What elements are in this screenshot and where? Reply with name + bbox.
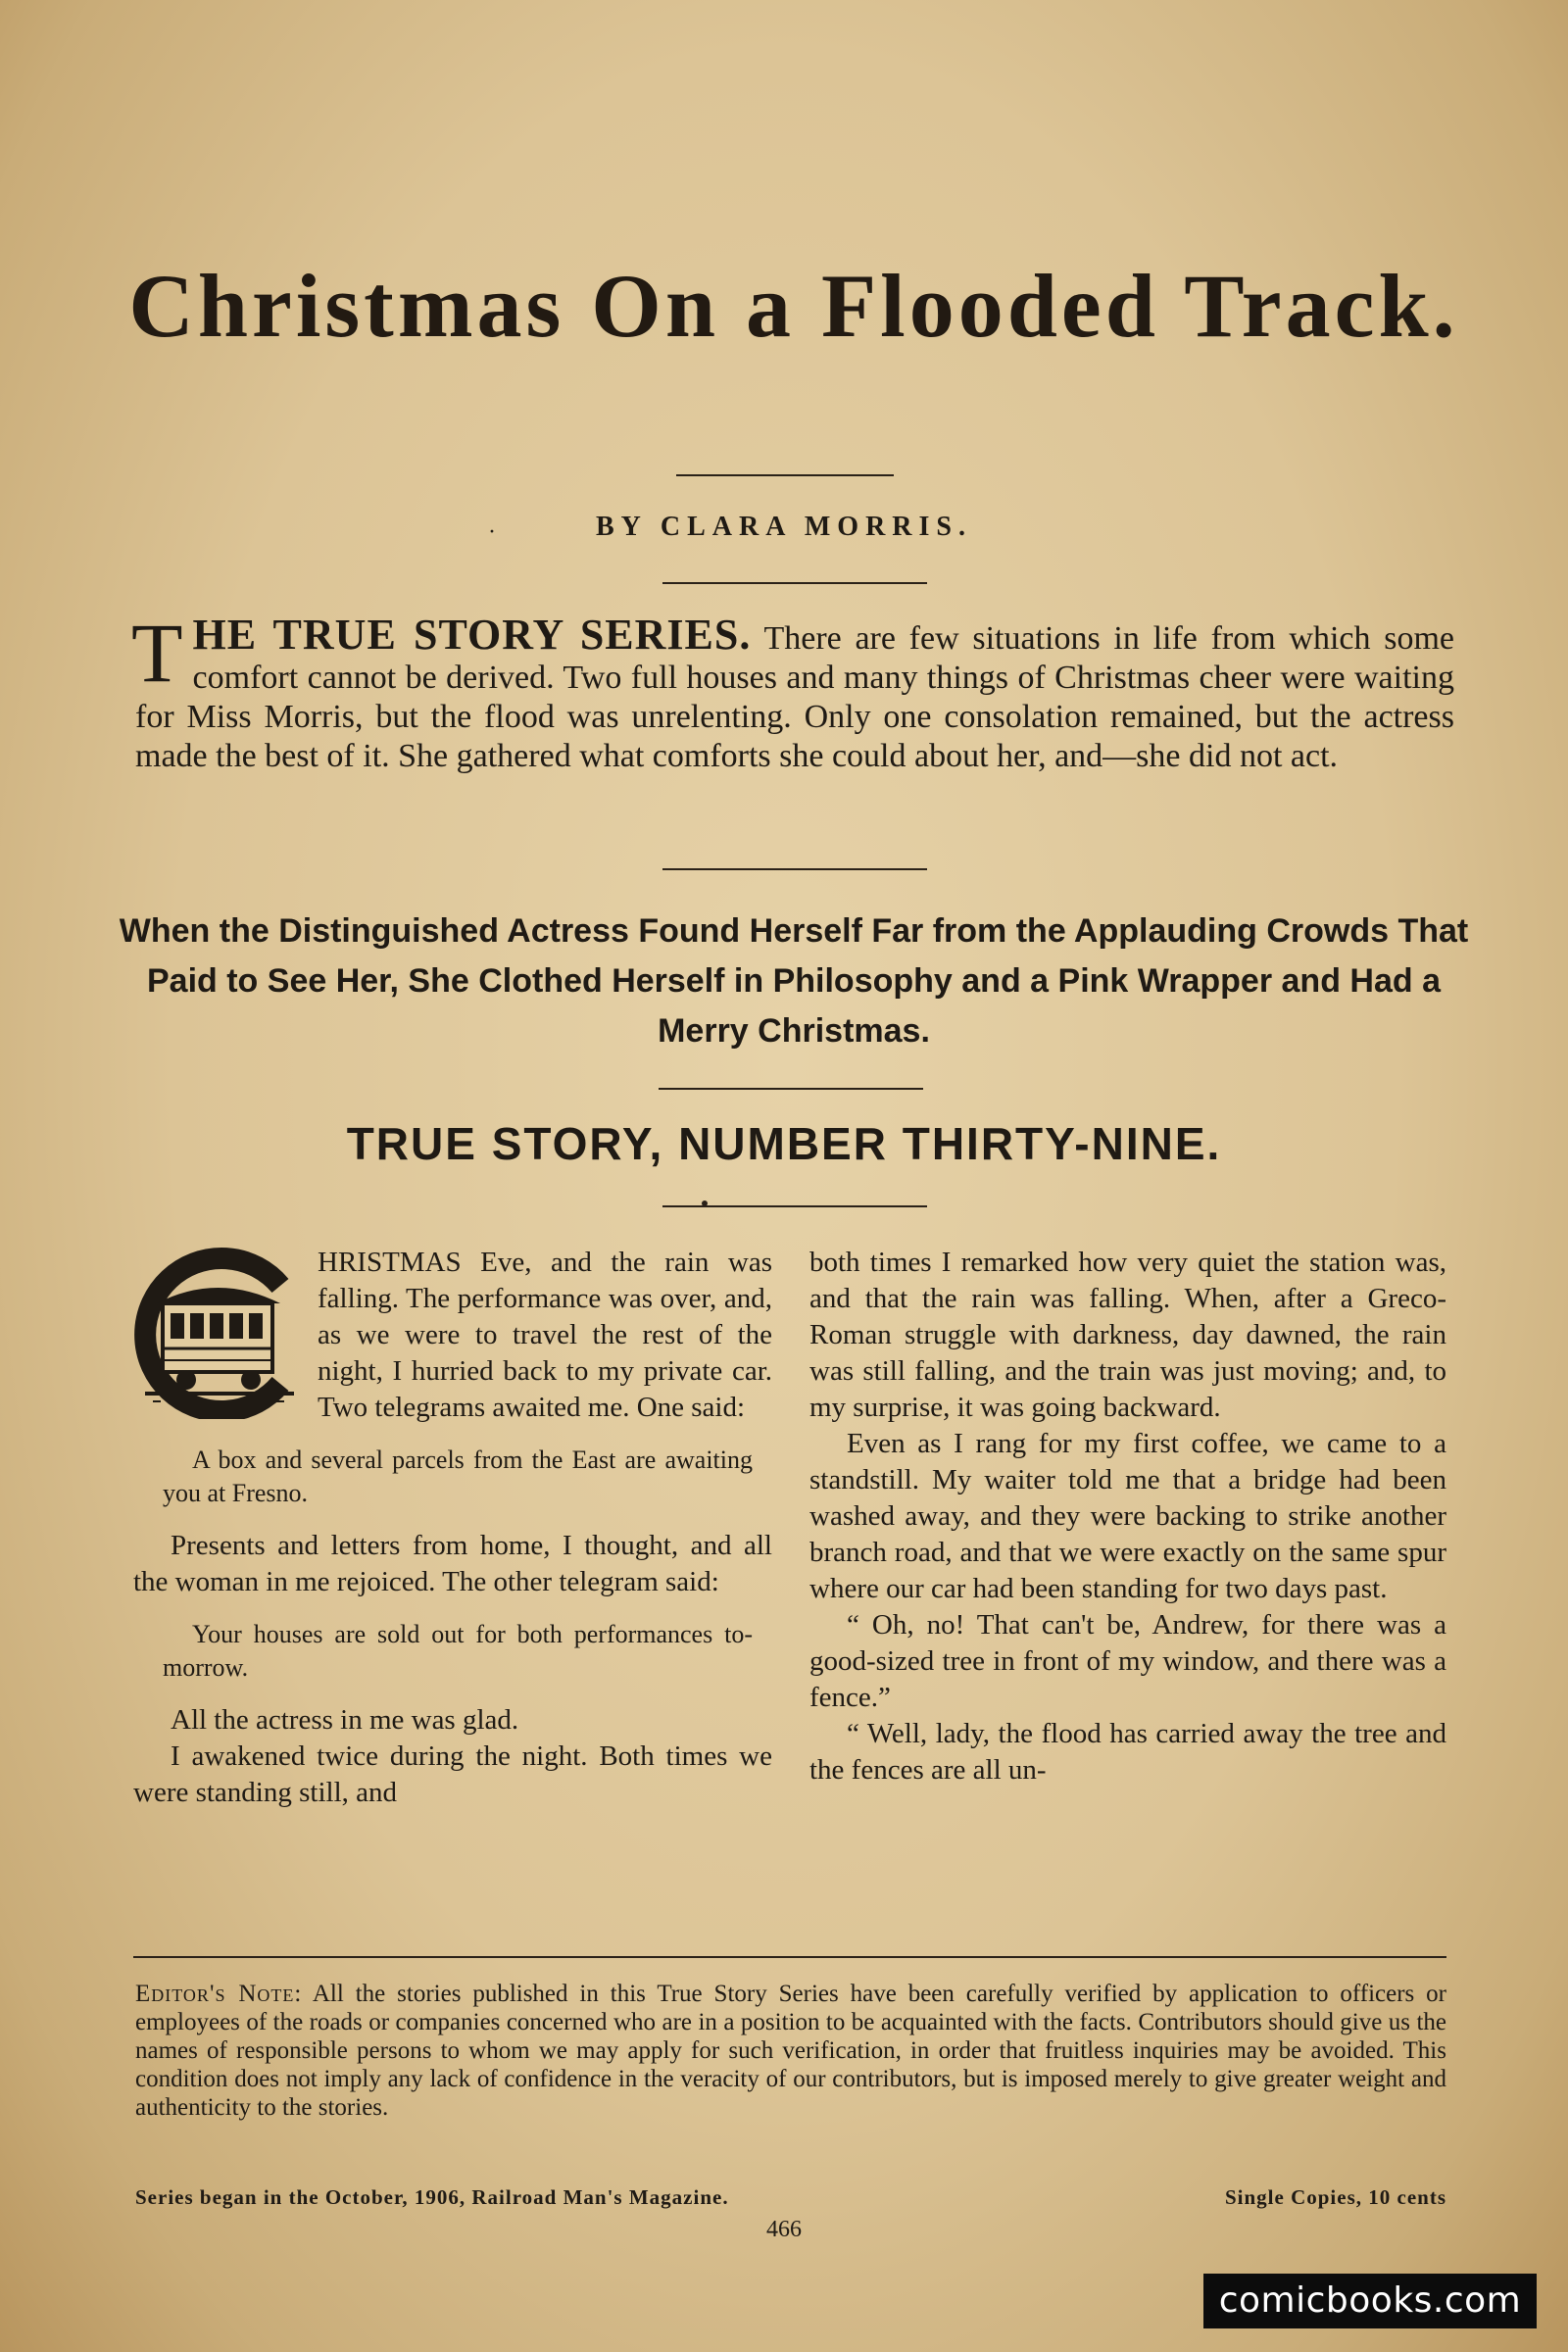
editors-note-text: All the stories published in this True Story Series have been carefully verified by application to officers or employees of the roads or companies concerned who are in a position to be acquainted with the facts. Contributors should give us the names of responsible persons to whom we may apply for such verification, in order that fruitless inquiries may be avoided. This condition does not imply any lack of confidence in the veracity of our contributors, but is imposed merely to give greater weight and authenticity to the stories.	[135, 1981, 1446, 2121]
left-column	[133, 1245, 772, 1811]
editors-note	[135, 1980, 1446, 2122]
right-paragraph-3: “ Oh, no! That can't be, Andrew, for there was a good-sized tree in front of my window, and there was a fence.”	[809, 1609, 1446, 1713]
intro-body: There are few situations in life from which some comfort cannot be derived. Two full houses and many things of Christmas cheer were waiting for Miss Morris, but the flood was unrelenting. Only one consolation remained, but the actress made the best of it. She gathered what comforts she could about her, and—she did not act.	[135, 620, 1454, 774]
right-paragraph-1: both times I remarked how very quiet the station was, and that the rain was falling. When, after a Greco-Roman struggle with darkness, day dawned, the rain was still falling, and the train was just moving; and, to my surprise, it was going backward.	[809, 1247, 1446, 1423]
right-paragraph-4: “ Well, lady, the flood has carried away the tree and the fences are all un-	[809, 1718, 1446, 1786]
railroad-car-illustration-icon	[133, 1247, 306, 1419]
left-paragraph-2: Presents and letters from home, I thought, and all the woman in me rejoiced. The other telegram said:	[133, 1530, 772, 1597]
single-copy-price: Single Copies, 10 cents	[1224, 2185, 1446, 2209]
left-opening-paragraph: HRISTMAS Eve, and the rain was falling. The performance was over, and, as we were to travel the rest of the night, I hurried back to my private car. Two telegrams awaited me. One said:	[318, 1247, 772, 1423]
article-title: Christmas On a Flooded Track.	[128, 256, 1459, 356]
intro-paragraph	[131, 606, 1454, 776]
intro-dropcap: T	[131, 606, 183, 700]
divider-ornament	[702, 1200, 708, 1206]
editors-note-label: Editor's Note:	[135, 1981, 303, 2007]
telegram-quote-2: Your houses are sold out for both performances to-morrow.	[163, 1620, 753, 1682]
intro-lead: HE TRUE STORY SERIES.	[192, 611, 752, 659]
intro-divider	[662, 868, 927, 870]
byline-divider	[662, 582, 927, 584]
subhead-divider	[659, 1088, 923, 1090]
byline: BY CLARA MORRIS.	[596, 512, 972, 542]
footnote-divider	[133, 1956, 1446, 1958]
right-column	[809, 1245, 1446, 1788]
right-paragraph-2: Even as I rang for my first coffee, we came to a standstill. My waiter told me that a bridge had been washed away, and they were backing to strike another branch road, and that we were exactly on the same spur where our car had been standing for two days past.	[809, 1428, 1446, 1604]
page-number: 466	[766, 2217, 802, 2242]
byline-mark: ·	[488, 519, 496, 545]
left-paragraph-4: I awakened twice during the night. Both times we were standing still, and	[133, 1740, 772, 1808]
title-divider	[676, 474, 894, 476]
series-info-line	[135, 2185, 1446, 2210]
series-origin: Series began in the October, 1906, Railroad Man's Magazine.	[135, 2185, 729, 2209]
left-paragraph-3: All the actress in me was glad.	[171, 1704, 519, 1736]
story-number-heading: TRUE STORY, NUMBER THIRTY-NINE.	[346, 1118, 1222, 1169]
subheadline: When the Distinguished Actress Found Herself Far from the Applauding Crowds That Paid to See Her, She Clothed Herself in Philosophy and a Pink Wrapper and Had a Merry Christmas.	[119, 912, 1469, 1050]
site-watermark: comicbooks.com	[1203, 2274, 1537, 2328]
telegram-quote-1: A box and several parcels from the East are awaiting you at Fresno.	[163, 1446, 753, 1507]
